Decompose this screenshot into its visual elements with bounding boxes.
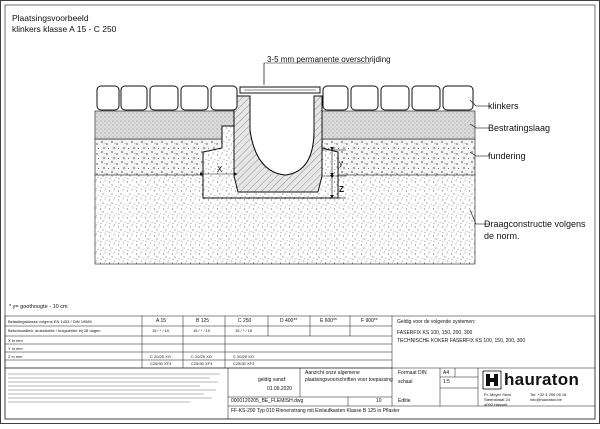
gelding-system-1: FASERFIX KS 100, 150, 200, 300 — [397, 330, 473, 336]
document-number: 0000120205_BE_FLEMISH.dwg — [231, 398, 304, 404]
class-b125: B 125 — [196, 318, 210, 324]
address-line1: Pr. Meyer Strat — [484, 392, 511, 397]
footnote: * y= goothoogte - 10 cm — [9, 304, 68, 310]
formaat-value: A4 — [443, 370, 450, 376]
klinkers-label: klinkers — [488, 101, 519, 111]
dim-z-label: Z — [339, 185, 344, 194]
strength-a15: 15 / * / 10 — [152, 328, 170, 333]
class-c250: C 250 — [238, 318, 252, 324]
schaal-label: schaal — [398, 379, 413, 385]
class-f900: F 900** — [361, 318, 378, 324]
xf3-c250: C25/30 XF3 — [233, 361, 255, 366]
class-e600: E 600** — [320, 318, 337, 324]
email: info@hauraton.be — [530, 397, 562, 402]
xf3-a15: C25/30 XF3 — [150, 361, 172, 366]
address-line3: 4000 Hasselt — [484, 402, 508, 407]
z-b125: C 20/25 XO — [191, 354, 212, 359]
drawing-description: FF-KS-200 Typ 010 Rinnenstrang mit Einlaufkasten Klasse B 125 in Pflaster — [231, 408, 400, 414]
row-betonkwaliteit-label: Betonkwaliteit, druksterkte / buigsterkte bij 28 dagen — [8, 328, 101, 333]
row-belastingsklasse-label: Belastingsklasse volgens EN 1433 / DIN 19580 — [8, 319, 92, 324]
note-line1: Aanzicht onze algemene — [305, 370, 360, 376]
formaat-label: Formaat DIN — [398, 370, 427, 376]
strength-b125: 15 / * / 10 — [193, 328, 211, 333]
bestratingslaag-label: Bestratingslaag — [488, 123, 551, 133]
z-c250: C 20/25 XO — [233, 354, 254, 359]
page-number: 10 — [376, 398, 382, 404]
row-z-label: Z in mm — [8, 354, 23, 359]
row-x-label: X in mm — [8, 338, 23, 343]
draagconstructie-label-1: Draagconstructie volgens — [484, 219, 586, 229]
geldig-date: 01.09.2020 — [267, 386, 293, 392]
z-a15: C 20/25 XO — [150, 354, 171, 359]
schaal-value: 1:5 — [443, 379, 450, 385]
dim-x-label: X — [217, 165, 223, 174]
drawing-title-line1: Plaatsingsvoorbeeld — [12, 13, 89, 23]
drawing-title-line2: klinkers klasse A 15 - C 250 — [12, 24, 117, 34]
overschrijding-label: 3-5 mm permanente overschrijding — [267, 55, 391, 64]
fundering-label: fundering — [488, 151, 526, 161]
legal-notes — [8, 374, 220, 402]
draagconstructie-label-2: de norm. — [484, 231, 520, 241]
strength-c250: 15 / * / 15 — [235, 328, 253, 333]
row-y-label: Y in mm — [8, 346, 23, 351]
class-d400: D 400** — [280, 318, 298, 324]
class-a15: A 15 — [156, 318, 167, 324]
note-line2: plaatsingsvoorschriften voor toepassing — [305, 377, 393, 383]
edition-label: Editie — [398, 398, 411, 404]
dim-y-label: y — [339, 159, 343, 168]
xf3-b125: C25/30 XF3 — [191, 361, 213, 366]
geldig-label: geldig vanaf: — [258, 377, 287, 383]
gelding-system-2: TECHNISCHE KOKER FASERFIX KS 100, 150, 200, 300 — [397, 338, 526, 344]
brand-name: hauraton — [504, 370, 580, 389]
brand-logo — [483, 371, 501, 389]
gelding-title: Geldig voor de volgende systemen: — [397, 319, 476, 325]
address-line2: Steenstraat 24 — [484, 397, 511, 402]
phone: Tel. +32 4 295 05 18 — [530, 392, 567, 397]
